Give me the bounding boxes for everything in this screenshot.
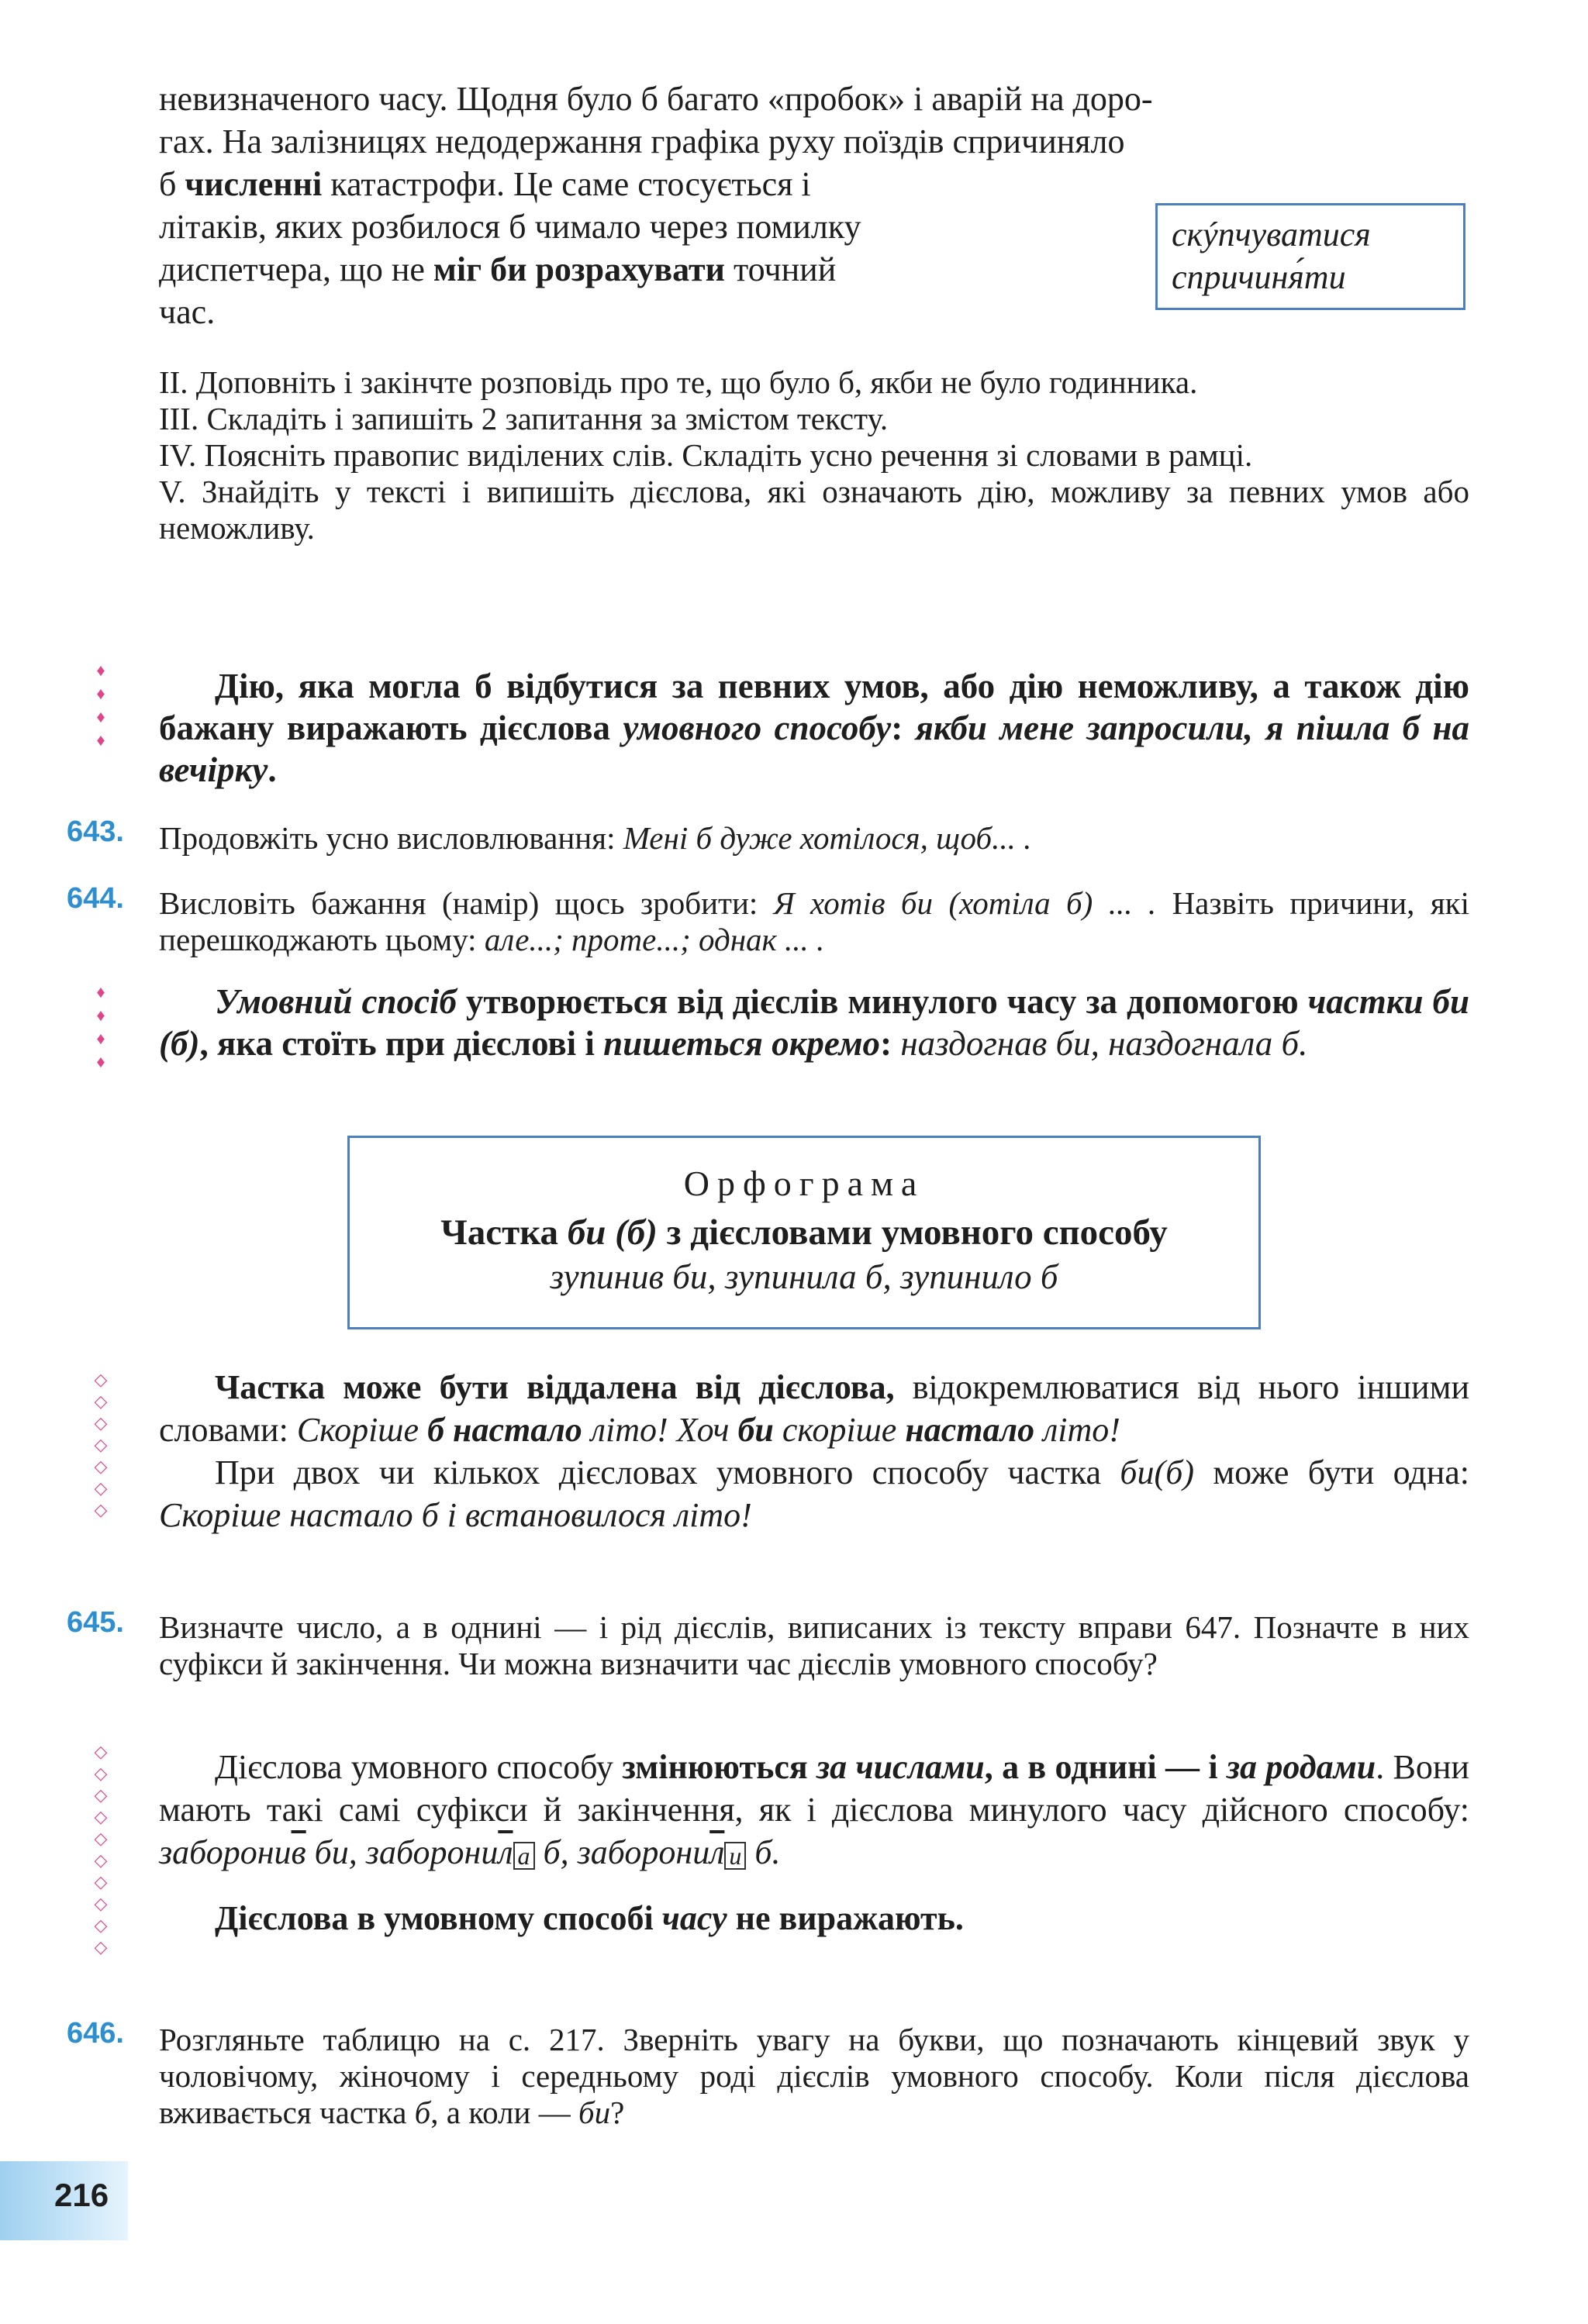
rule-changes: Дієслова умовного способу змінюються за числами, а в однині — і за родами. Вони мають такі самі суфікси й закінчення, як і дієслова минулого часу дійсного способу: заборонив би, заборонил а б, заборонил и б. Дієслова в умовному способі часу не виражають. [159,1748,1469,1937]
exercise-number: 645. [67,1606,124,1639]
intro-line: диспетчера, що не міг би розрахувати точний [159,250,837,288]
task-item: II. Доповніть і закінчте розповідь про те, що було б, якби не було годинника. [159,364,1198,400]
intro-line: б численні катастрофи. Це саме стосується і [159,165,811,203]
vocabulary-box [1155,203,1465,310]
task-item: V. Знайдіть у тексті і випишіть дієслова, які означають дію, можливу за певних умов або неможливу. [159,474,1469,546]
page-number: 216 [54,2177,109,2213]
orthogram-box [347,1136,1261,1329]
rule-particle-separation: Частка може бути віддалена від дієслова, відокремлюватися від нього іншими словами: Скоріше б настало літо! Хоч би скоріше настало літо! При двох чи кількох дієсловах умовного способу частка би(б) може бути одна: Скоріше настало б і встановилося літо! [159,1368,1469,1534]
intro-line: час. [159,293,216,331]
exercise-644: Висловіть бажання (намір) щось зробити: Я хотів би (хотіла б) ... . Назвіть причини, які перешкоджають цьому: але...; проте...; однак ... . [159,885,1469,957]
task-list [159,364,1469,547]
orthogram-title: Орфограма [683,1164,925,1203]
exercise-646: Розгляньте таблицю на с. 217. Зверніть увагу на букви, що позначають кінцевий звук у чоловічому, жіночому і середньому роді дієслів умовного способу. Коли після дієслова вживається частка б, а коли — би? [159,2022,1469,2130]
intro-line: невизначеного часу. Щодня було б багато «пробок» і аварій на доро- [159,80,1153,118]
task-item: IV. Поясніть правопис виділених слів. Складіть усно речення зі словами в рамці. [159,437,1253,473]
rule-conditional-mood: Дію, яка могла б відбутися за певних умов, або дію неможливу, а також дію бажану виражають дієслова умовного способу: якби мене запросили, я пішла б на вечірку. [159,667,1469,789]
vocabulary-word: скýпчуватися [1172,216,1371,253]
intro-line: гах. На залізницях недодержання графіка руху поїздів спричиняло [159,122,1125,160]
exercise-number: 644. [67,882,124,915]
intro-line: літаків, яких розбилося б чимало через помилку [159,208,861,246]
exercise-645: Визначте число, а в однині — і рід дієслів, виписаних із тексту вправи 647. Позначте в них суфікси й закінчення. Чи можна визначити час дієслів умовного способу? [159,1609,1469,1681]
exercise-number: 643. [67,815,124,848]
rule-formation: Умовний спосіб утворюється від дієслів минулого часу за допомогою частки би (б), яка стоїть при дієслові і пишеться окремо: наздогнав би, наздогнала б. [159,982,1469,1063]
task-item: III. Складіть і запишіть 2 запитання за змістом тексту. [159,401,889,436]
exercise-643: Продовжіть усно висловлювання: Мені б дуже хотілося, щоб... . [159,820,1032,856]
orthogram-example: зупинив би, зупинила б, зупинило б [550,1257,1058,1296]
exercise-number: 646. [67,2017,124,2050]
orthogram-rule: Частка би (б) з дієсловами умовного способу [440,1212,1168,1253]
vocabulary-word: спричиня́ти [1172,258,1346,296]
